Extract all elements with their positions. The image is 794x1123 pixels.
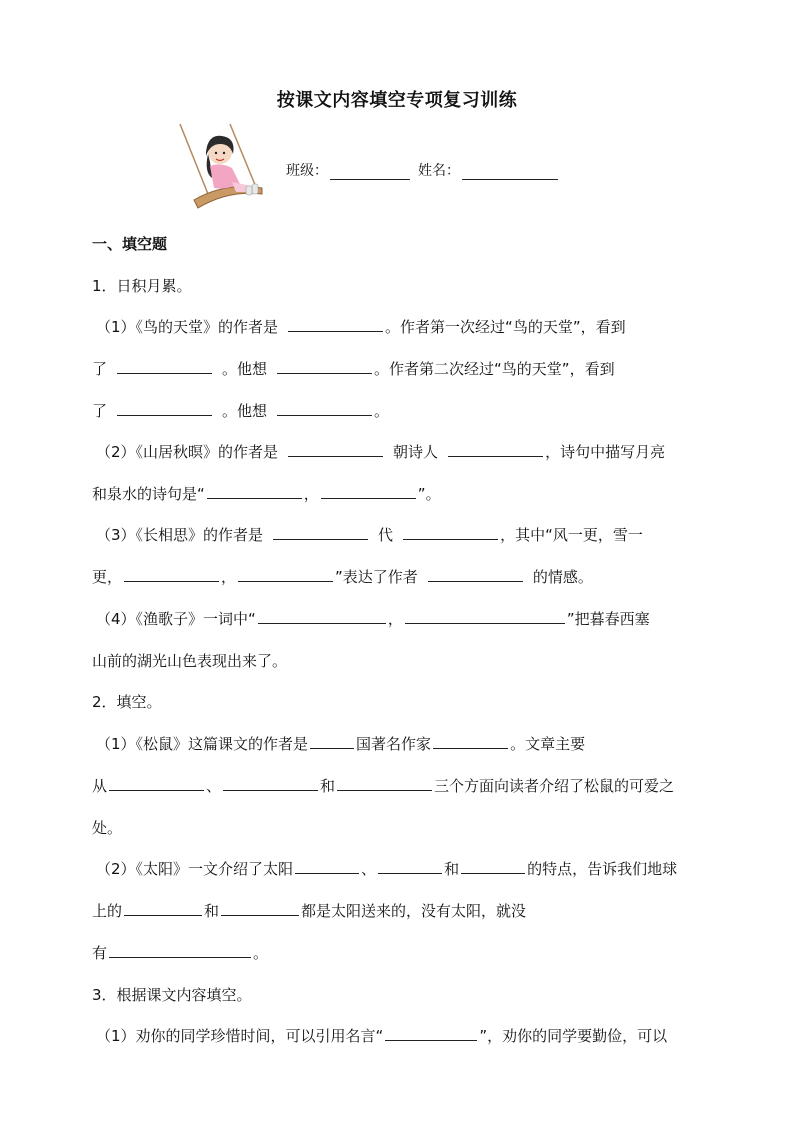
class-field[interactable] [330,165,410,180]
q1-item-2-line-2: 和泉水的诗句是“ ， ”。 [92,485,441,503]
answer-blank[interactable] [385,1026,477,1041]
answer-blank[interactable] [288,317,383,332]
answer-blank[interactable] [207,484,302,499]
q2-item-2-line-1: （2）《太阳》一文介绍了太阳 、 和 的特点，告诉我们地球 [96,860,678,878]
answer-blank[interactable] [277,359,372,374]
answer-blank[interactable] [448,442,543,457]
answer-blank[interactable] [109,943,251,958]
q3-item-1-line-1: （1）劝你的同学珍惜时间，可以引用名言“ ”，劝你的同学要勤俭，可以 [96,1027,668,1045]
answer-blank[interactable] [109,776,204,791]
q1-item-2-line-1: （2）《山居秋暝》的作者是 朝诗人 ，诗句中描写月亮 [96,443,666,461]
section-heading: 一、填空题 [92,235,168,253]
answer-blank[interactable] [273,525,368,540]
question-2-label: 2．填空。 [92,693,162,711]
answer-blank[interactable] [258,609,386,624]
q1-item-1-line-1: （1）《鸟的天堂》的作者是 。作者第一次经过“鸟的天堂”，看到 [96,318,626,336]
answer-blank[interactable] [117,401,212,416]
answer-blank[interactable] [223,776,318,791]
page-title: 按课文内容填空专项复习训练 [276,90,518,111]
student-info [286,160,560,180]
answer-blank[interactable] [238,567,333,582]
answer-blank[interactable] [405,609,565,624]
q1-item-1-line-3: 了 。他想 。 [92,402,390,420]
answer-blank[interactable] [461,859,525,874]
question-3-label: 3．根据课文内容填空。 [92,986,252,1004]
girl-on-swing-illustration [170,122,270,217]
q2-item-2-line-2: 上的 和 都是太阳送来的，没有太阳，就没 [92,902,527,920]
question-1-label: 1．日积月累。 [92,277,192,295]
answer-blank[interactable] [221,901,299,916]
q2-item-1-line-2: 从 、 和 三个方面向读者介绍了松鼠的可爱之 [92,777,675,795]
answer-blank[interactable] [403,525,498,540]
answer-blank[interactable] [277,401,372,416]
q1-item-4-line-1: （4）《渔歌子》一词中“ ， ”把暮春西塞 [96,610,650,628]
answer-blank[interactable] [433,734,508,749]
q1-item-3-line-2: 更， ， ”表达了作者 的情感。 [92,568,593,586]
q2-item-1-line-1: （1）《松鼠》这篇课文的作者是 国著名作家 。文章主要 [96,735,586,753]
q1-item-3-line-1: （3）《长相思》的作者是 代 ，其中“风一更，雪一 [96,526,643,544]
answer-blank[interactable] [378,859,442,874]
answer-blank[interactable] [321,484,416,499]
answer-blank[interactable] [124,567,219,582]
answer-blank[interactable] [337,776,432,791]
answer-blank[interactable] [117,359,212,374]
answer-blank[interactable] [310,734,354,749]
answer-blank[interactable] [428,567,523,582]
answer-blank[interactable] [288,442,383,457]
name-label: 姓名： [418,163,460,179]
answer-blank[interactable] [124,901,202,916]
q1-item-1-line-2: 了 。他想 。作者第二次经过“鸟的天堂”，看到 [92,360,615,378]
class-label: 班级： [286,163,328,179]
answer-blank[interactable] [295,859,359,874]
q2-item-1-line-3: 处。 [92,819,123,837]
name-field[interactable] [462,165,558,180]
q2-item-2-line-3: 有 。 [92,944,269,962]
q1-item-4-line-2: 山前的湖光山色表现出来了。 [92,652,288,670]
